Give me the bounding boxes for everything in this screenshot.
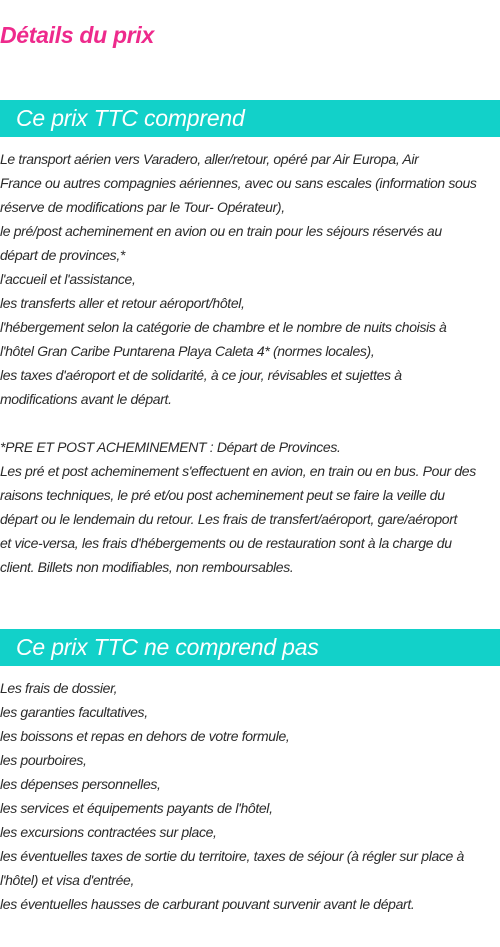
includes-line: modifications avant le départ. [0, 391, 172, 407]
paragraph-spacer [0, 411, 500, 435]
acheminement-note-line: *PRE ET POST ACHEMINEMENT : Départ de Provinces. [0, 439, 341, 455]
excludes-line: les boissons et repas en dehors de votre formule, [0, 728, 290, 744]
excludes-line: les éventuelles hausses de carburant pouvant survenir avant le départ. [0, 896, 415, 912]
includes-line: France ou autres compagnies aériennes, avec ou sans escales (information sous [0, 175, 477, 191]
acheminement-note-line: Les pré et post acheminement s'effectuent en avion, en train ou en bus. Pour des [0, 463, 476, 479]
section-heading-excludes: Ce prix TTC ne comprend pas [16, 634, 319, 660]
excludes-line: l'hôtel) et visa d'entrée, [0, 872, 134, 888]
excludes-line: Les frais de dossier, [0, 680, 118, 696]
includes-line: le pré/post acheminement en avion ou en train pour les séjours réservés au [0, 223, 442, 239]
includes-line: l'hôtel Gran Caribe Puntarena Playa Caleta 4* (normes locales), [0, 343, 375, 359]
includes-line: l'hébergement selon la catégorie de chambre et le nombre de nuits choisis à [0, 319, 447, 335]
acheminement-note-line: départ ou le lendemain du retour. Les frais de transfert/aéroport, gare/aéroport [0, 511, 458, 527]
section-header-excludes [0, 629, 500, 666]
excludes-line: les pourboires, [0, 752, 87, 768]
excludes-line: les dépenses personnelles, [0, 776, 161, 792]
includes-line: Le transport aérien vers Varadero, aller/retour, opéré par Air Europa, Air [0, 151, 419, 167]
includes-line: l'accueil et l'assistance, [0, 271, 136, 287]
acheminement-note-line: raisons techniques, le pré et/ou post acheminement peut se faire la veille du [0, 487, 445, 503]
section-heading-includes: Ce prix TTC comprend [16, 105, 245, 131]
excludes-line: les services et équipements payants de l'hôtel, [0, 800, 273, 816]
excludes-line: les excursions contractées sur place, [0, 824, 217, 840]
includes-line: les transferts aller et retour aéroport/hôtel, [0, 295, 245, 311]
section-header-includes [0, 100, 500, 137]
acheminement-note-line: et vice-versa, les frais d'hébergements ou de restauration sont à la charge du [0, 535, 452, 551]
includes-line: les taxes d'aéroport et de solidarité, à ce jour, révisables et sujettes à [0, 367, 402, 383]
excludes-line: les éventuelles taxes de sortie du territoire, taxes de séjour (à régler sur place à [0, 848, 464, 864]
includes-line: réserve de modifications par le Tour- Opérateur), [0, 199, 285, 215]
page-title: Détails du prix [0, 22, 154, 48]
section-body-includes [0, 147, 500, 579]
includes-line: départ de provinces,* [0, 247, 125, 263]
section-body-excludes [0, 676, 500, 916]
acheminement-note-line: client. Billets non modifiables, non remboursables. [0, 559, 294, 575]
excludes-line: les garanties facultatives, [0, 704, 148, 720]
